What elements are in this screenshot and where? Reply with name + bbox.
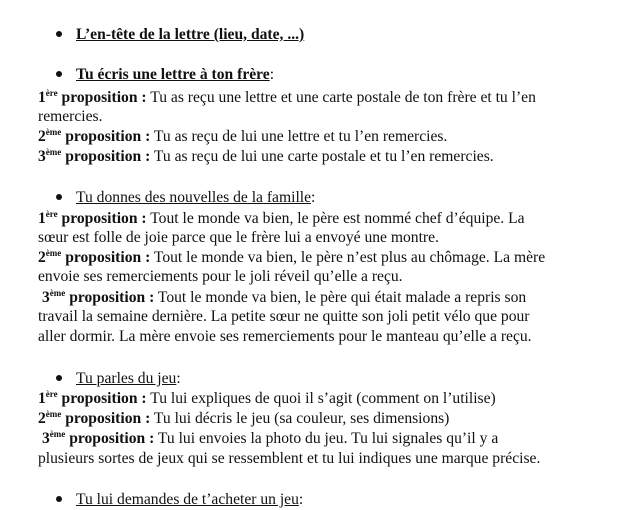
- proposition-number: 1: [38, 210, 46, 227]
- proposition-line: [38, 88, 536, 108]
- heading-suffix: :: [311, 189, 316, 206]
- bullet-icon: [56, 31, 62, 37]
- proposition-label: proposition :: [69, 430, 155, 447]
- proposition-text: Tout le monde va bien, le père qui était malade a repris son: [157, 289, 527, 306]
- section-heading: Tu donnes des nouvelles de la famille: [76, 189, 312, 206]
- proposition-ordinal: ère: [45, 88, 58, 98]
- section-heading-line: [76, 188, 315, 208]
- proposition-line: [38, 147, 494, 167]
- proposition-text: Tu as reçu une lettre et une carte postale de ton frère et tu l’en: [150, 89, 536, 106]
- proposition-ordinal: ème: [45, 409, 62, 419]
- proposition-line: [38, 389, 496, 409]
- proposition-label: proposition :: [65, 249, 151, 266]
- section-heading-line: [76, 369, 181, 389]
- bullet-icon: [56, 194, 62, 200]
- bullet-icon: [56, 496, 62, 502]
- proposition-line: [38, 209, 525, 229]
- section-heading-line: [76, 65, 274, 85]
- proposition-label: proposition :: [61, 89, 147, 106]
- proposition-ordinal: ème: [45, 147, 62, 157]
- proposition-text: Tu as reçu de lui une lettre et tu l’en remercies.: [153, 128, 448, 145]
- proposition-number: 2: [38, 249, 46, 266]
- proposition-text: Tu lui expliques de quoi il s’agit (comment on l’utilise): [150, 390, 496, 407]
- proposition-text: sœur est folle de joie parce que le frère lui a envoyé une montre.: [38, 229, 439, 246]
- proposition-text: Tout le monde va bien, le père est nommé chef d’équipe. La: [150, 210, 525, 227]
- section-heading: Tu parles du jeu: [76, 370, 177, 387]
- proposition-label: proposition :: [61, 390, 147, 407]
- bullet-icon: [56, 71, 62, 77]
- proposition-label: proposition :: [65, 410, 151, 427]
- proposition-line: [42, 429, 498, 449]
- proposition-line: [38, 248, 545, 268]
- section-heading: L’en-tête de la lettre (lieu, date, ...): [76, 26, 305, 43]
- proposition-line: [42, 288, 526, 308]
- proposition-ordinal: ème: [49, 288, 66, 298]
- heading-suffix: :: [176, 370, 181, 387]
- proposition-ordinal: ème: [45, 127, 62, 137]
- proposition-label: proposition :: [61, 210, 147, 227]
- heading-suffix: :: [269, 66, 275, 83]
- proposition-number: 1: [38, 390, 46, 407]
- proposition-line: [38, 127, 447, 147]
- proposition-number: 3: [38, 148, 46, 165]
- proposition-text: remercies.: [38, 108, 103, 125]
- section-heading: Tu lui demandes de t’acheter un jeu: [76, 491, 299, 508]
- proposition-text: envoie ses remerciements pour le joli réveil qu’elle a reçu.: [38, 268, 403, 285]
- proposition-label: proposition :: [65, 128, 151, 145]
- proposition-label: proposition :: [69, 289, 155, 306]
- proposition-text: Tu as reçu de lui une carte postale et tu l’en remercies.: [153, 148, 494, 165]
- proposition-ordinal: ème: [45, 248, 62, 258]
- proposition-line: [38, 409, 449, 429]
- proposition-text: Tu lui décris le jeu (sa couleur, ses dimensions): [153, 410, 450, 427]
- section-heading-line: [76, 490, 303, 510]
- proposition-ordinal: ème: [49, 429, 66, 439]
- proposition-number: 3: [42, 430, 50, 447]
- proposition-ordinal: ère: [45, 389, 58, 399]
- proposition-number: 2: [38, 410, 46, 427]
- proposition-text: travail la semaine dernière. La petite sœur ne quitte son joli petit vélo que pour: [38, 308, 530, 325]
- section-heading: Tu écris une lettre à ton frère: [76, 66, 270, 83]
- proposition-text: Tu lui envoies la photo du jeu. Tu lui signales qu’il y a: [157, 430, 499, 447]
- proposition-text: aller dormir. La mère envoie ses remerciements pour le manteau qu’elle a reçu.: [38, 328, 532, 345]
- proposition-number: 1: [38, 89, 46, 106]
- proposition-text: plusieurs sortes de jeux qui se ressemblent et tu lui indiques une marque précise.: [38, 450, 541, 467]
- proposition-ordinal: ère: [45, 209, 58, 219]
- proposition-number: 3: [42, 289, 50, 306]
- proposition-text: Tout le monde va bien, le père n’est plus au chômage. La mère: [153, 249, 546, 266]
- proposition-number: 2: [38, 128, 46, 145]
- bullet-icon: [56, 375, 62, 381]
- heading-suffix: :: [298, 491, 304, 508]
- proposition-label: proposition :: [65, 148, 151, 165]
